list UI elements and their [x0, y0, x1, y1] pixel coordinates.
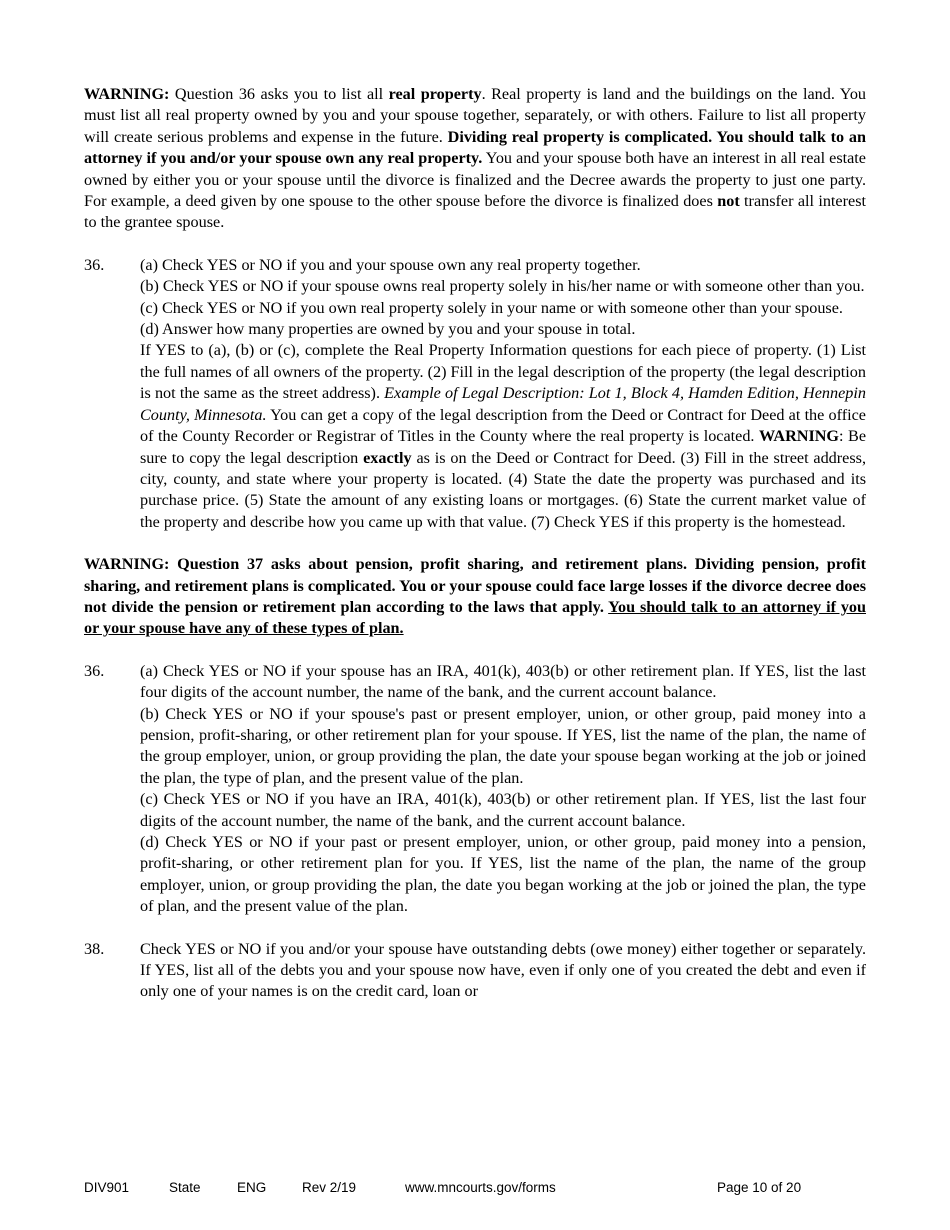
- document-page: [84, 84, 866, 1024]
- question-38-text: Check YES or NO if you and/or your spouse have outstanding debts (owe money) either together or separately. If YES, list all of the debts you and your spouse now have, even if only one of you created the debt and even if only one of your names is on the credit card, loan or: [140, 939, 866, 1001]
- real-property-warning: WARNING: Question 36 asks you to list all real property. Real property is land and the buildings on the land. You must list all real property owned by you and your spouse together, separately, or with others. Failure to list all property will create serious problems and expense in the future. Dividing real property is complicated. You should talk to an attorney if you and/or your spouse own any real property. You and your spouse both have an interest in all real estate owned by either you or your spouse until the divorce is finalized and the Decree awards the property to just one party. For example, a deed given by one spouse to the other spouse before the divorce is finalized does not transfer all interest to the grantee spouse.: [84, 85, 867, 232]
- form-code: DIV901: [84, 1180, 130, 1195]
- footer-url: www.mncourts.gov/forms: [405, 1180, 556, 1195]
- question-38-debts: [84, 939, 866, 1003]
- footer-revision: Rev 2/19: [302, 1180, 357, 1195]
- question-36-retirement-c: (c) Check YES or NO if you have an IRA, 401(k), 403(b) or other retirement plan. If YES, list the last four digits of the account number, the name of the bank, and the current account balance.: [140, 790, 866, 830]
- page-footer: [84, 1180, 866, 1198]
- question-36-retirement-d: (d) Check YES or NO if your past or present employer, union, or other group, paid money into a pension, profit-sharing, or other retirement plan for you. If YES, list the name of the plan, the name of the group employer, union, or group providing the plan, the date you began working at the job or joined the plan, the type of plan, and the present value of the plan.: [140, 833, 866, 916]
- page-number: Page 10 of 20: [717, 1180, 802, 1195]
- question-number: 36.: [84, 255, 105, 274]
- question-36-retirement-b: (b) Check YES or NO if your spouse's past or present employer, union, or other group, paid money into a pension, profit-sharing, or other retirement plan for your spouse. If YES, list the name of the plan, the name of the group employer, union, or group providing the plan, the date your spouse began working at the job or joined the plan, the type of plan, and the present value of the plan.: [140, 704, 866, 787]
- question-36-retirement: [84, 661, 866, 918]
- question-36-b: (b) Check YES or NO if your spouse owns real property solely in his/her name or with someone other than you.: [140, 277, 865, 296]
- question-number: 38.: [84, 939, 105, 958]
- question-36-retirement-a: (a) Check YES or NO if your spouse has an IRA, 401(k), 403(b) or other retirement plan. If YES, list the last four digits of the account number, the name of the bank, and the current account balance.: [140, 661, 866, 702]
- question-36-a: (a) Check YES or NO if you and your spouse own any real property together.: [140, 255, 641, 274]
- question-36-c: (c) Check YES or NO if you own real property solely in your name or with someone other than your spouse.: [140, 298, 843, 317]
- footer-language: ENG: [237, 1180, 267, 1195]
- question-36-real-property: [84, 255, 866, 533]
- question-number: 36.: [84, 661, 105, 680]
- pension-warning: WARNING: Question 37 asks about pension, profit sharing, and retirement plans. Dividing pension, profit sharing, and retirement plans is complicated. You or your spouse could face large losses if the divorce decree does not divide the pension or retirement plan according to the laws that apply. You should talk to an attorney if you or your spouse have any of these types of plan.: [84, 555, 867, 638]
- warning-label: WARNING:: [84, 85, 170, 103]
- footer-state: State: [169, 1180, 201, 1195]
- question-36-d: (d) Answer how many properties are owned by you and your spouse in total.: [140, 320, 636, 339]
- question-36-instructions: If YES to (a), (b) or (c), complete the Real Property Information questions for each piece of property. (1) List the full names of all owners of the property. (2) Fill in the legal description of the property (the legal description is not the same as the street address). Example of Legal Description: Lot 1, Block 4, Hamden Edition, Hennepin County, Minnesota. You can get a copy of the legal description from the Deed or Contract for Deed at the office of the County Recorder or Registrar of Titles in the County where the real property is located. WARNING: Be sure to copy the legal description exactly as is on the Deed or Contract for Deed. (3) Fill in the street address, city, county, and state where your property is located. (4) State the date the property was purchased and its purchase price. (5) State the amount of any existing loans or mortgages. (6) State the current market value of the property and describe how you came up with that value. (7) Check YES if this property is the homestead.: [140, 341, 867, 531]
